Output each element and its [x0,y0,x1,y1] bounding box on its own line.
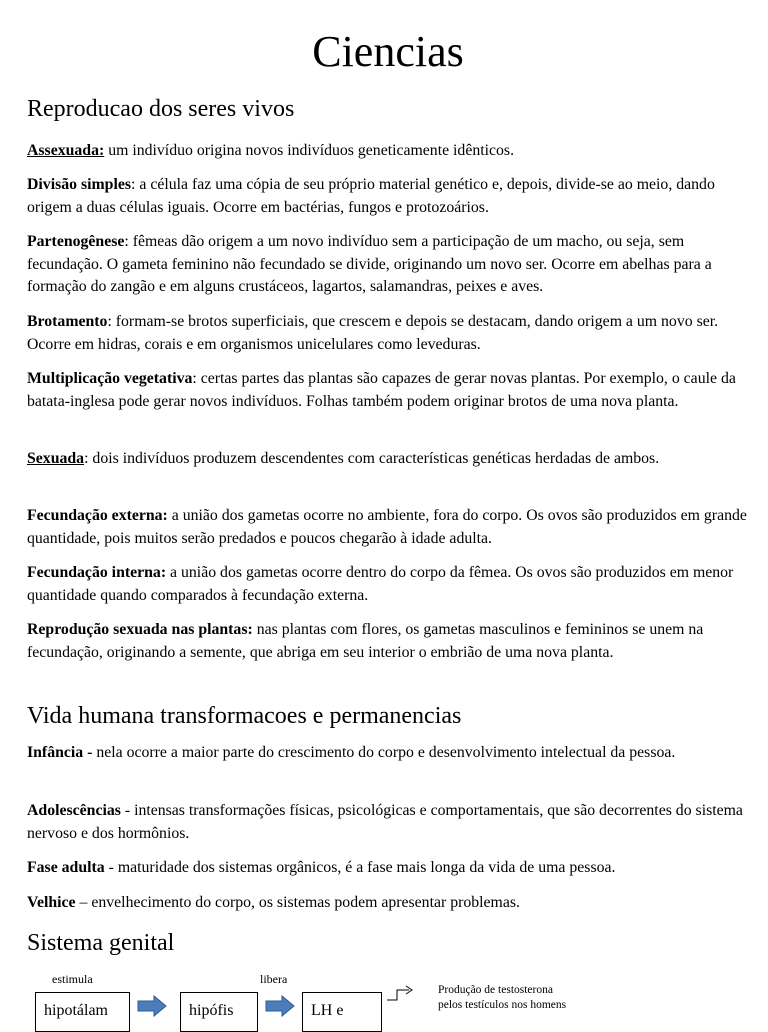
paragraph-multiplicacao-vegetativa [27,368,749,413]
term-divisao-simples: Divisão simples [27,176,132,193]
text-multiplicacao-vegetativa: : certas partes das plantas são capazes de gerar novas plantas. Por exemplo, o caule da batata-inglesa pode gerar novos indivíduos. Folhas também podem originar brotos de uma nova planta. [27,370,736,410]
term-fase-adulta: Fase adulta [27,859,105,876]
paragraph-adolescencias [27,800,749,845]
box-hipofise: hipófis [180,992,258,1032]
right-arrow-icon [265,995,295,1017]
heading-vida-humana: Vida humana transformacoes e permanencias [27,703,462,729]
elbow-arrow-icon [385,984,415,1004]
note-testosterona [438,983,566,1013]
text-velhice: – envelhecimento do corpo, os sistemas podem apresentar problemas. [75,894,520,911]
paragraph-sexuada [27,448,749,471]
text-partenogenese: : fêmeas dão origem a um novo indivíduo sem a participação de um macho, ou seja, sem fecundação. O gameta feminino não fecundado se divide, originando um novo ser. Ocorre em abelhas para a formação do zangão e em alguns crustáceos, lagartos, salamandras, peixes e aves. [27,233,712,295]
text-sexuada: : dois indivíduos produzem descendentes com características genéticas herdadas de ambos. [84,450,660,467]
paragraph-fecundacao-interna [27,562,749,607]
paragraph-infancia [27,742,749,765]
term-brotamento: Brotamento [27,313,108,330]
note-line-1: Produção de testosterona [438,984,553,996]
paragraph-partenogenese [27,231,749,299]
text-fecundacao-externa: a união dos gametas ocorre no ambiente, fora do corpo. Os ovos são produzidos em grande quantidade, pois muitos serão predados e poucos chegarão à idade adulta. [27,507,747,547]
paragraph-fecundacao-externa [27,505,749,550]
heading-reproducao: Reproducao dos seres vivos [27,96,295,122]
term-velhice: Velhice [27,894,76,911]
paragraph-assexuada [27,140,749,163]
term-partenogenese: Partenogênese [27,233,125,250]
term-sexuada: Sexuada [27,450,85,467]
term-multiplicacao-vegetativa: Multiplicação vegetativa [27,370,193,387]
hormone-flow-diagram [27,966,747,1024]
paragraph-reproducao-plantas [27,619,749,664]
text-divisao-simples: : a célula faz uma cópia de seu próprio material genético e, depois, divide-se ao meio, dando origem a duas células iguais. Ocorre em bactérias, fungos e protozoários. [27,176,715,216]
term-fecundacao-interna: Fecundação interna: [27,564,167,581]
term-infancia: Infância - [27,744,93,761]
heading-sistema-genital: Sistema genital [27,930,175,956]
text-fecundacao-interna: a união dos gametas ocorre dentro do corpo da fêmea. Os ovos são produzidos em menor quantidade quando comparados à fecundação externa. [27,564,734,604]
text-assexuada: um indivíduo origina novos indivíduos geneticamente idênticos. [104,142,515,159]
note-line-2: pelos testículos nos homens [438,999,567,1011]
text-brotamento: : formam-se brotos superficiais, que crescem e depois se destacam, dando origem a um novo ser. Ocorre em hidras, corais e em organismos unicelulares como leveduras. [27,313,719,353]
paragraph-fase-adulta [27,857,749,880]
term-fecundacao-externa: Fecundação externa: [27,507,168,524]
text-reproducao-plantas: nas plantas com flores, os gametas masculinos e femininos se unem na fecundação, originando a semente, que abriga em seu interior o embrião de uma nova planta. [27,621,704,661]
text-fase-adulta: - maturidade dos sistemas orgânicos, é a fase mais longa da vida de uma pessoa. [104,859,616,876]
text-infancia: nela ocorre a maior parte do crescimento do corpo e desenvolvimento intelectual da pessoa. [92,744,676,761]
term-adolescencias: Adolescências [27,802,121,819]
right-arrow-icon [137,995,167,1017]
term-reproducao-plantas: Reprodução sexuada nas plantas: [27,621,253,638]
paragraph-velhice [27,892,749,915]
text-adolescencias: - intensas transformações físicas, psicológicas e comportamentais, que são decorrentes do sistema nervoso e dos hormônios. [27,802,743,842]
label-estimula: estimula [52,972,93,986]
page-title: Ciencias [312,27,464,76]
paragraph-divisao-simples [27,174,749,219]
box-hipotalamo: hipotálam [35,992,130,1032]
term-assexuada: Assexuada: [27,142,105,159]
label-libera: libera [260,972,288,986]
box-lh: LH e [302,992,382,1032]
paragraph-brotamento [27,311,749,356]
